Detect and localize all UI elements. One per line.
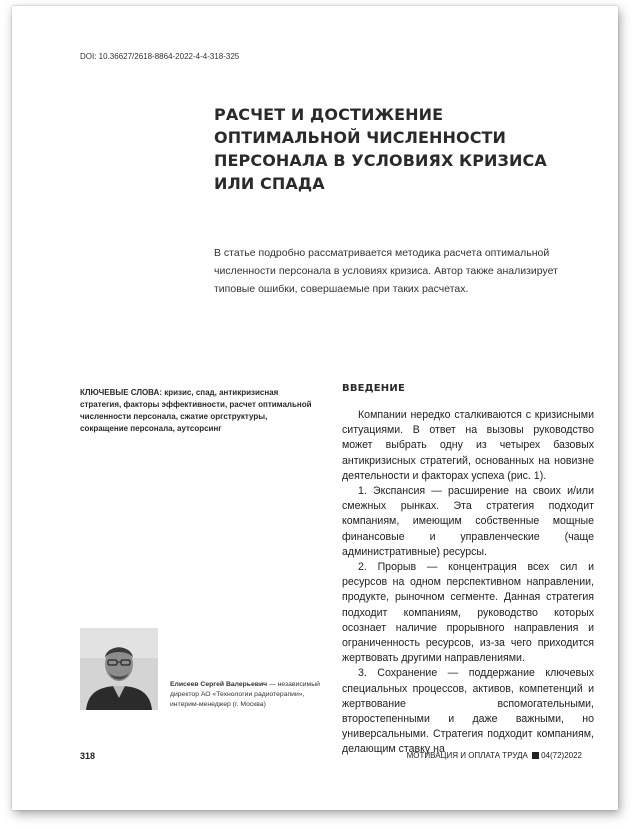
- paragraph: Компании нередко сталкиваются с кризисными ситуациями. В ответ на вызовы руководство может выбрать одну из четырех базовых антикризисных стратегий, основанных на новизне деятельности и факторах успеха (рис. 1).: [342, 409, 594, 482]
- journal-page: [12, 6, 618, 810]
- body-text: [342, 408, 594, 758]
- author-name: Елисеев Сергей Валерьевич: [170, 681, 268, 688]
- abstract: В статье подробно рассматривается методика расчета оптимальной численности персонала в условиях кризиса. Автор также анализирует типовые ошибки, совершаемые при таких расчетах.: [214, 247, 558, 295]
- journal-footer: [407, 751, 582, 760]
- author-description: — независимый директор АО «Технологии радиотерапии», интерим-менеджер (г. Москва): [170, 681, 320, 708]
- section-heading: ВВЕДЕНИЕ: [342, 383, 405, 394]
- keywords: КЛЮЧЕВЫЕ СЛОВА: кризис, спад, антикризисная стратегия, факторы эффективности, расчет оптимальной численности персонала, сжатие оргструктуры, сокращение персонала, аутсорсинг: [80, 388, 312, 433]
- journal-issue: 04(72)2022: [541, 751, 582, 760]
- journal-name: МОТИВАЦИЯ И ОПЛАТА ТРУДА: [406, 751, 528, 760]
- paragraph: 2. Прорыв — концентрация всех сил и ресурсов на одном перспективном направлении, продукте, рыночном сегменте. Данная стратегия подходит компаниям, руководство которых осознает наличие прорывного направления и ограниченность ресурсов, из-за чего приходится жертвовать другими направлениями.: [342, 561, 594, 665]
- page-number: 318: [80, 751, 96, 761]
- author-photo: [80, 628, 158, 710]
- paragraph: 3. Сохранение — поддержание ключевых специальных процессов, активов, компетенций и жертвование вспомогательными, второстепенными и даже важными, но универсальными. Стратегия подходит компаниям, делающим ставку на: [342, 667, 594, 756]
- article-title: РАСЧЕТ И ДОСТИЖЕНИЕ ОПТИМАЛЬНОЙ ЧИСЛЕННОСТИ ПЕРСОНАЛА В УСЛОВИЯХ КРИЗИСА ИЛИ СПАДА: [214, 105, 547, 193]
- author-bio: [170, 680, 330, 710]
- paragraph: 1. Экспансия — расширение на своих и/или смежных рынках. Эта стратегия подходит компаниям, имеющим собственные мощные финансовые и управленческие (чаще административные) ресурсы.: [342, 485, 594, 558]
- square-separator-icon: [532, 752, 539, 759]
- doi: DOI: 10.36627/2618-8864-2022-4-4-318-325: [80, 52, 240, 61]
